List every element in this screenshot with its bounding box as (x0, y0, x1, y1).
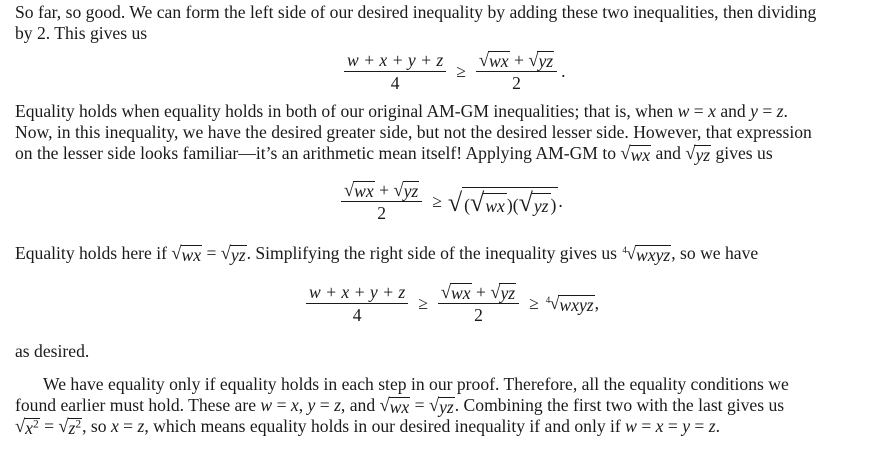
punctuation: . (561, 61, 566, 81)
square-root: √ wx (478, 50, 509, 71)
denominator: 2 (512, 73, 521, 93)
paragraph-intro (15, 2, 883, 44)
equation-2 (337, 180, 563, 223)
text-line: by 2. This gives us (15, 23, 148, 43)
numerator: √ wx + √ yz (341, 180, 422, 202)
fraction (341, 180, 422, 223)
text-line: √ $x^2$ = √ $z^2$ , so x = z, which means equality holds in our desired inequality if and only if w = x = y = z. (15, 416, 721, 438)
numerator: √ wx + √ yz (476, 50, 557, 72)
fraction (438, 282, 519, 325)
square-root: √ $z^2$ (58, 416, 82, 438)
paragraph-conclusion (15, 374, 883, 437)
square-root: √ yz (490, 282, 516, 303)
punctuation: . (558, 191, 563, 211)
text-line: Now, in this inequality, we have the desired greater side, but not the desired lesser side. However, that expression (15, 122, 812, 142)
square-root: √ $x^2$ (15, 416, 39, 438)
relation-symbol: ≥ (432, 191, 442, 211)
numerator: w + x + y + z (306, 282, 408, 304)
square-root: √ yz (428, 395, 454, 417)
square-root: √ yz (528, 50, 554, 71)
text-line: Equality holds here if √ wx = √ yz . Simplifying the right side of the inequality gives us 4 √ wxyz , so we have (15, 243, 759, 265)
numerator: w + x + y + z (344, 50, 446, 72)
denominator: 2 (474, 305, 483, 325)
equation-3 (302, 282, 599, 325)
numerator: √ wx + √ yz (438, 282, 519, 304)
text-line: So far, so good. We can form the left side of our desired inequality by adding these two inequalities, then dividing (15, 2, 817, 22)
fraction (306, 282, 408, 325)
text-line: on the lesser side looks familiar—it’s an arithmetic mean itself! Applying AM-GM to √ wx and √ yz gives us (15, 143, 773, 165)
relation-symbol: ≥ (418, 293, 428, 313)
square-root: √ wx (171, 243, 202, 265)
equation-1 (340, 50, 566, 93)
square-root: √ wx (344, 180, 374, 201)
fraction (344, 50, 446, 93)
punctuation: , (594, 293, 600, 313)
text-line: Equality holds when equality holds in both of our original AM-GM inequalities; that is, when w = x and y = z. (15, 101, 788, 121)
denominator: 4 (352, 305, 362, 325)
relation-symbol: ≥ (456, 61, 466, 81)
paragraph-simplify (15, 243, 883, 264)
square-root: √ wx (440, 282, 471, 303)
paragraph-as-desired (15, 341, 883, 362)
relation-symbol: ≥ (529, 293, 539, 313)
fourth-root: 4 √ wxyz (545, 293, 594, 315)
denominator: 4 (390, 73, 400, 93)
text-line: found earlier must hold. These are w = x, y = z, and √ wx = √ yz . Combining the first two with the last gives us (15, 395, 785, 417)
paragraph-equality-condition (15, 101, 883, 164)
square-root: √ yz (220, 243, 246, 265)
square-root: √ ( √ wx )( √ yz ) (447, 188, 557, 217)
fraction (476, 50, 557, 93)
denominator: 2 (377, 203, 387, 223)
square-root: √ wx (620, 143, 651, 165)
square-root: √ wx (379, 395, 410, 417)
square-root: √ yz (393, 180, 419, 201)
text-line: We have equality only if equality holds in each step in our proof. Therefore, all the equality conditions we (43, 374, 789, 394)
fourth-root: 4 √ wxyz (622, 243, 671, 265)
square-root: √ yz (685, 143, 711, 165)
text-line: as desired. (15, 341, 90, 361)
